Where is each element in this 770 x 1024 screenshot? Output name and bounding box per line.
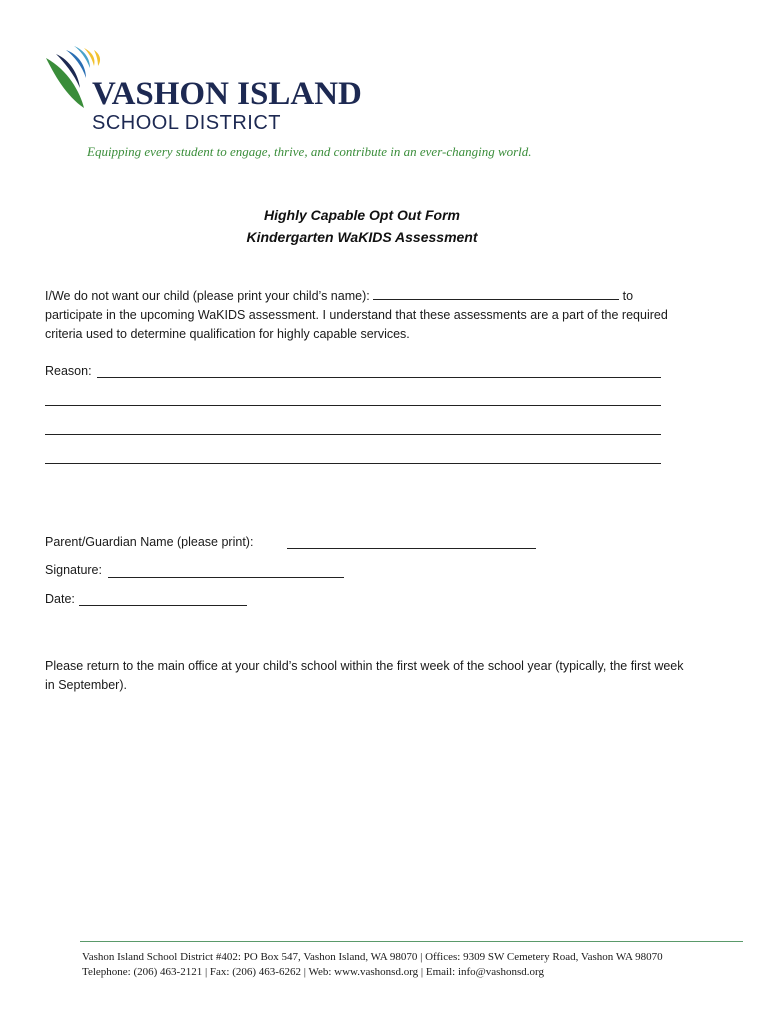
footer-divider <box>80 941 743 942</box>
signature-row <box>45 563 102 577</box>
signature-label: Signature: <box>45 563 102 577</box>
intro-label: I/We do not want our child (please print your child’s name): <box>45 289 370 303</box>
parent-label: Parent/Guardian Name (please print): <box>45 535 254 549</box>
reason-field-line-3[interactable] <box>45 434 661 435</box>
form-subtitle: Kindergarten WaKIDS Assessment <box>246 229 478 245</box>
reason-field-line-2[interactable] <box>45 405 661 406</box>
date-field[interactable] <box>79 605 247 606</box>
date-row <box>45 592 75 606</box>
district-tagline: Equipping every student to engage, thrive, and contribute in an ever-changing world. <box>87 144 532 159</box>
parent-row <box>45 535 253 549</box>
child-name-field[interactable] <box>373 287 619 300</box>
reason-field-line-4[interactable] <box>45 463 661 464</box>
district-subtitle: SCHOOL DISTRICT <box>92 112 281 134</box>
reason-row <box>45 364 92 378</box>
parent-name-field[interactable] <box>287 548 536 549</box>
intro-paragraph <box>45 287 685 344</box>
reason-field-line-1[interactable] <box>97 377 661 378</box>
intro-rest: to participate in the upcoming WaKIDS assessment. I understand that these assessments are a part of the required criteria used to determine qualification for highly capable services. <box>45 289 668 341</box>
date-label: Date: <box>45 592 75 606</box>
signature-field[interactable] <box>108 577 344 578</box>
return-note: Please return to the main office at your child’s school within the first week of the school year (typically, the first week in September). <box>45 659 684 692</box>
footer-contact: Telephone: (206) 463-2121 | Fax: (206) 463-6262 | Web: www.vashonsd.org | Email: info@vashonsd.org <box>82 966 544 978</box>
reason-label: Reason: <box>45 364 92 378</box>
form-title: Highly Capable Opt Out Form <box>263 207 460 223</box>
district-name: VASHON ISLAND <box>92 76 362 112</box>
footer-address: Vashon Island School District #402: PO Box 547, Vashon Island, WA 98070 | Offices: 9309 SW Cemetery Road, Vashon WA 98070 <box>82 951 663 963</box>
